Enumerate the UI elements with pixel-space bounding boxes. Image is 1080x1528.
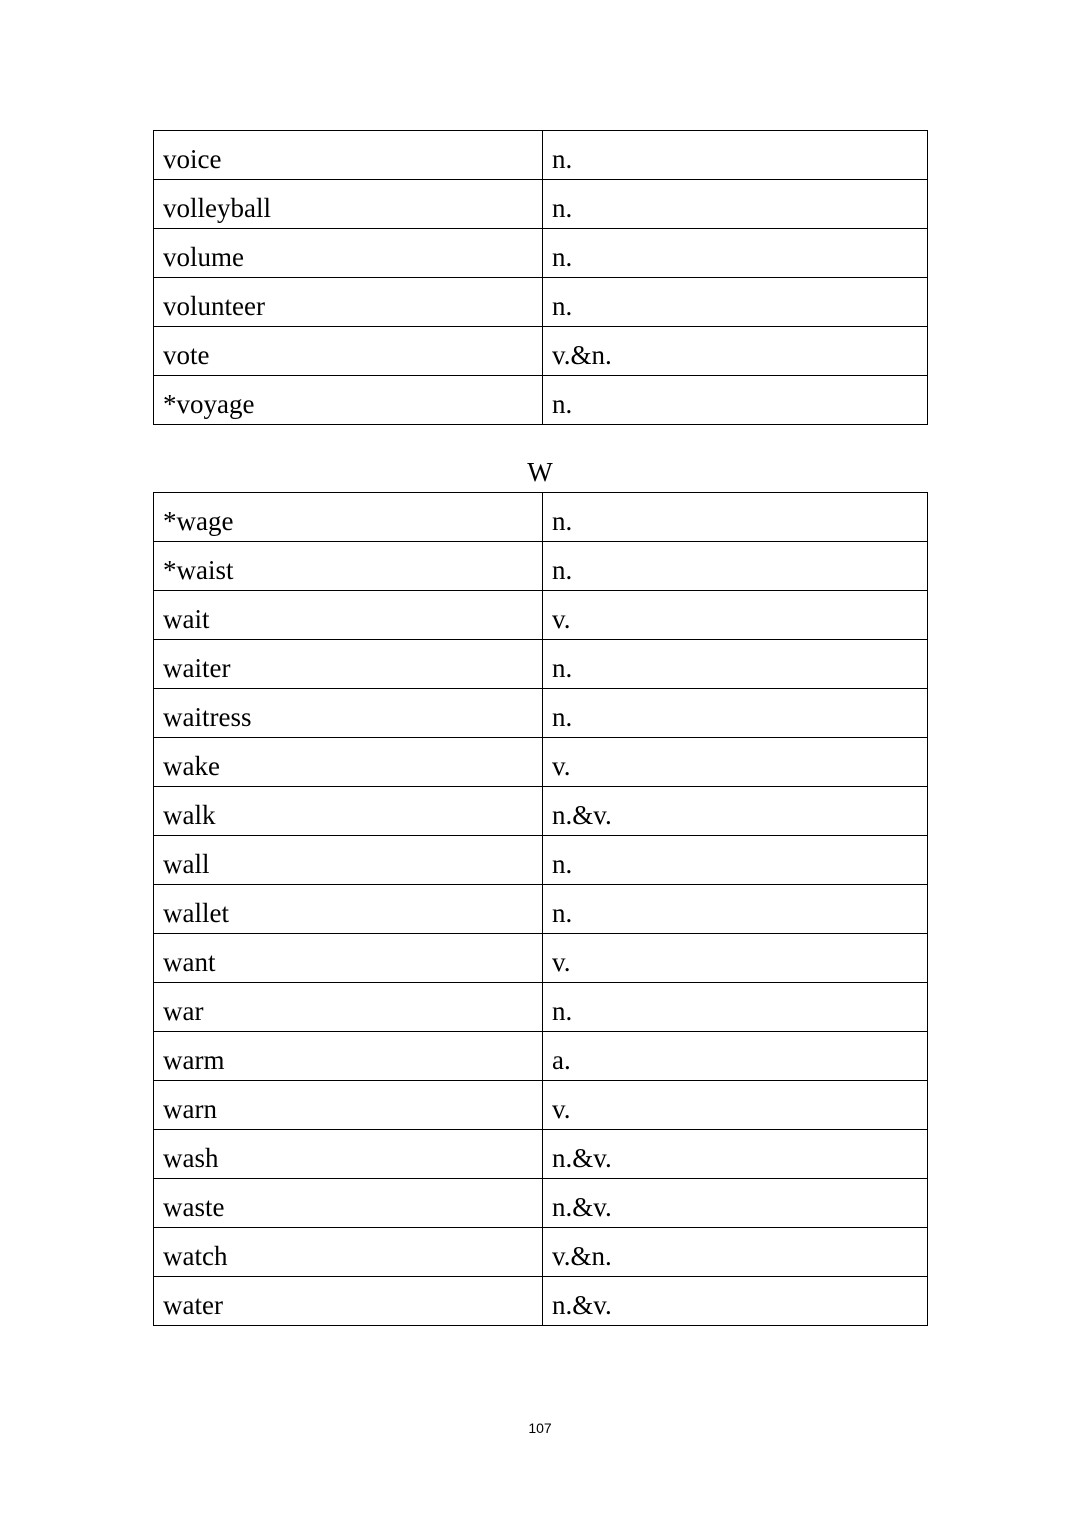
pos-cell: n.: [543, 376, 928, 425]
table-row: [154, 327, 928, 376]
pos-cell: v.: [543, 934, 928, 983]
pos-cell: n.: [543, 689, 928, 738]
section-heading-w: W: [527, 457, 553, 487]
pos-cell: v.&n.: [543, 327, 928, 376]
word-cell: wake: [154, 738, 543, 787]
word-cell: warn: [154, 1081, 543, 1130]
table-row: [154, 787, 928, 836]
table-row: [154, 1130, 928, 1179]
pos-cell: n.: [543, 983, 928, 1032]
pos-cell: n.&v.: [543, 1179, 928, 1228]
word-cell: volunteer: [154, 278, 543, 327]
word-cell: waste: [154, 1179, 543, 1228]
pos-cell: v.: [543, 591, 928, 640]
table-row: [154, 738, 928, 787]
pos-cell: n.: [543, 640, 928, 689]
word-cell: watch: [154, 1228, 543, 1277]
word-cell: voice: [154, 131, 543, 180]
pos-cell: n.&v.: [543, 1277, 928, 1326]
word-cell: volume: [154, 229, 543, 278]
table-row: [154, 1081, 928, 1130]
table-row: [154, 229, 928, 278]
word-cell: war: [154, 983, 543, 1032]
pos-cell: n.: [543, 180, 928, 229]
pos-cell: n.&v.: [543, 787, 928, 836]
table-row: [154, 278, 928, 327]
table-row: [154, 180, 928, 229]
table-row: [154, 131, 928, 180]
table-row: [154, 836, 928, 885]
word-cell: wall: [154, 836, 543, 885]
pos-cell: a.: [543, 1032, 928, 1081]
page-number: 107: [528, 1420, 552, 1436]
pos-cell: n.: [543, 493, 928, 542]
word-cell: walk: [154, 787, 543, 836]
table-row: [154, 1032, 928, 1081]
pos-cell: n.: [543, 885, 928, 934]
pos-cell: n.: [543, 278, 928, 327]
pos-cell: v.: [543, 1081, 928, 1130]
pos-cell: n.: [543, 131, 928, 180]
table-row: [154, 1179, 928, 1228]
table-row: [154, 689, 928, 738]
table-row: [154, 493, 928, 542]
word-cell: want: [154, 934, 543, 983]
pos-cell: n.&v.: [543, 1130, 928, 1179]
word-cell: waiter: [154, 640, 543, 689]
word-cell: *voyage: [154, 376, 543, 425]
table-row: [154, 1277, 928, 1326]
table-row: [154, 983, 928, 1032]
word-cell: *waist: [154, 542, 543, 591]
vocab-table-v: [153, 130, 928, 425]
word-cell: wallet: [154, 885, 543, 934]
pos-cell: v.: [543, 738, 928, 787]
table-row: [154, 640, 928, 689]
word-cell: *wage: [154, 493, 543, 542]
table-row: [154, 885, 928, 934]
table-row: [154, 376, 928, 425]
table-row: [154, 591, 928, 640]
table-row: [154, 1228, 928, 1277]
word-cell: water: [154, 1277, 543, 1326]
word-cell: wash: [154, 1130, 543, 1179]
pos-cell: n.: [543, 836, 928, 885]
pos-cell: n.: [543, 542, 928, 591]
word-cell: warm: [154, 1032, 543, 1081]
pos-cell: v.&n.: [543, 1228, 928, 1277]
word-cell: waitress: [154, 689, 543, 738]
word-cell: wait: [154, 591, 543, 640]
table-row: [154, 934, 928, 983]
vocab-table-w: [153, 492, 928, 1326]
table-row: [154, 542, 928, 591]
word-cell: volleyball: [154, 180, 543, 229]
word-cell: vote: [154, 327, 543, 376]
pos-cell: n.: [543, 229, 928, 278]
